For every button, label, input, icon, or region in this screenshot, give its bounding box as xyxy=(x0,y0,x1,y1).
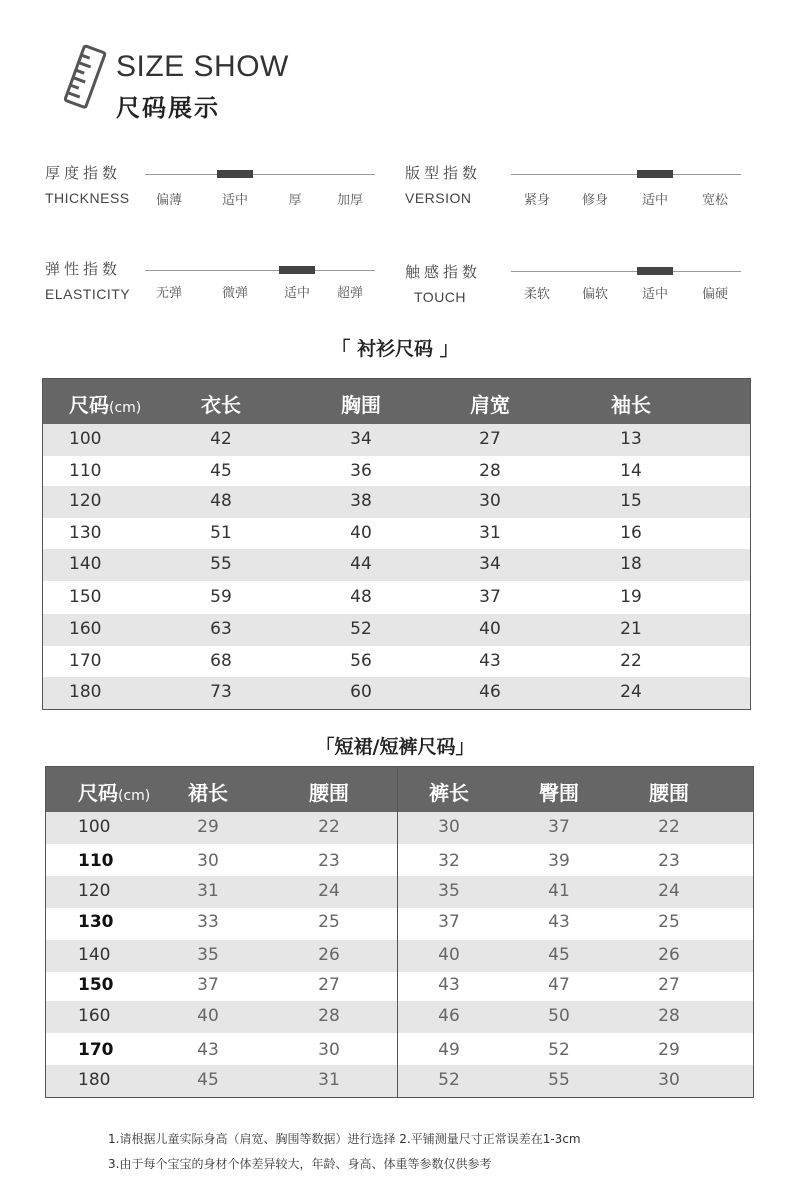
value-cell: 46 xyxy=(479,682,501,702)
value-cell: 45 xyxy=(210,461,232,481)
value-cell: 13 xyxy=(620,429,642,449)
table-row xyxy=(43,677,750,709)
size-cell: 100 xyxy=(69,429,102,449)
size-cell: 140 xyxy=(78,945,111,965)
table-header xyxy=(43,379,750,424)
value-cell: 25 xyxy=(658,912,680,932)
value-cell: 30 xyxy=(479,491,501,511)
value-cell: 43 xyxy=(438,975,460,995)
value-cell: 25 xyxy=(318,912,340,932)
value-cell: 40 xyxy=(438,945,460,965)
size-cell: 100 xyxy=(78,817,111,837)
value-cell: 14 xyxy=(620,461,642,481)
index-scale-label: 适中 xyxy=(283,286,311,301)
size-cell: 110 xyxy=(69,461,102,481)
table-row xyxy=(46,907,753,939)
value-cell: 24 xyxy=(620,682,642,702)
index-scale-label: 偏软 xyxy=(581,287,609,302)
table-row xyxy=(43,424,750,456)
header-size-label: 尺码 xyxy=(78,780,118,805)
value-cell: 52 xyxy=(350,619,372,639)
value-cell: 44 xyxy=(350,554,372,574)
value-cell: 43 xyxy=(197,1040,219,1060)
size-cell: 150 xyxy=(69,587,102,607)
index-selected-marker xyxy=(217,170,253,178)
table-row xyxy=(43,486,750,518)
index-scale-line xyxy=(511,271,741,272)
index-scale-label: 适中 xyxy=(641,193,669,208)
header-cell: 肩宽 xyxy=(470,392,510,417)
index-scale-line xyxy=(145,270,375,271)
table-row xyxy=(46,1001,753,1033)
value-cell: 19 xyxy=(620,587,642,607)
value-cell: 26 xyxy=(658,945,680,965)
index-selected-marker xyxy=(637,267,673,275)
value-cell: 30 xyxy=(197,851,219,871)
index-title-en: VERSION xyxy=(405,190,472,206)
value-cell: 30 xyxy=(318,1040,340,1060)
size-cell: 160 xyxy=(78,1006,111,1026)
value-cell: 40 xyxy=(479,619,501,639)
header-cell: 裙长 xyxy=(188,780,228,805)
size-cell: 180 xyxy=(78,1070,111,1090)
index-scale-line xyxy=(511,174,741,175)
index-title-cn: 触感指数 xyxy=(405,263,482,281)
header-cell: 腰围 xyxy=(649,780,689,805)
value-cell: 29 xyxy=(197,817,219,837)
index-title-en: ELASTICITY xyxy=(45,286,131,302)
table-row xyxy=(46,876,753,908)
table-row xyxy=(43,582,750,614)
index-scale-label: 偏薄 xyxy=(155,193,183,208)
header-cell: 袖长 xyxy=(611,392,651,417)
value-cell: 27 xyxy=(479,429,501,449)
value-cell: 73 xyxy=(210,682,232,702)
value-cell: 22 xyxy=(620,651,642,671)
header-size xyxy=(78,777,150,806)
size-cell: 170 xyxy=(78,1040,114,1060)
title-en: SIZE SHOW xyxy=(116,50,289,83)
header-cell: 衣长 xyxy=(201,392,241,417)
shirt-size-table xyxy=(42,378,751,710)
value-cell: 22 xyxy=(658,817,680,837)
value-cell: 37 xyxy=(438,912,460,932)
value-cell: 35 xyxy=(197,945,219,965)
value-cell: 18 xyxy=(620,554,642,574)
index-scale-label: 宽松 xyxy=(701,193,729,208)
table-row xyxy=(43,549,750,581)
table-row xyxy=(43,518,750,550)
index-scale-label: 无弹 xyxy=(155,286,183,301)
header-cell: 胸围 xyxy=(341,392,381,417)
table-row xyxy=(43,646,750,678)
title-cn: 尺码展示 xyxy=(116,94,220,122)
value-cell: 22 xyxy=(318,817,340,837)
value-cell: 26 xyxy=(318,945,340,965)
table-row xyxy=(46,1035,753,1067)
size-cell: 130 xyxy=(69,523,102,543)
value-cell: 37 xyxy=(197,975,219,995)
value-cell: 31 xyxy=(318,1070,340,1090)
index-scale-label: 微弹 xyxy=(221,286,249,301)
value-cell: 30 xyxy=(658,1070,680,1090)
value-cell: 28 xyxy=(658,1006,680,1026)
table-header xyxy=(46,767,753,812)
value-cell: 45 xyxy=(197,1070,219,1090)
table-row xyxy=(46,970,753,1002)
shirt-section-title: 「 衬衫尺码 」 xyxy=(331,338,459,360)
size-cell: 130 xyxy=(78,912,114,932)
table-row xyxy=(46,1065,753,1097)
value-cell: 33 xyxy=(197,912,219,932)
header-cell: 臀围 xyxy=(539,780,579,805)
index-selected-marker xyxy=(279,266,315,274)
value-cell: 56 xyxy=(350,651,372,671)
value-cell: 28 xyxy=(318,1006,340,1026)
shorts-size-table xyxy=(45,766,754,1098)
value-cell: 49 xyxy=(438,1040,460,1060)
value-cell: 60 xyxy=(350,682,372,702)
index-scale-line xyxy=(145,174,375,175)
value-cell: 68 xyxy=(210,651,232,671)
value-cell: 59 xyxy=(210,587,232,607)
value-cell: 37 xyxy=(479,587,501,607)
note-line-1: 1.请根据儿童实际身高（肩宽、胸围等数据）进行选择 2.平铺测量尺寸正常误差在1-3cm xyxy=(108,1132,581,1146)
value-cell: 24 xyxy=(658,881,680,901)
index-scale-label: 柔软 xyxy=(523,287,551,302)
value-cell: 34 xyxy=(350,429,372,449)
value-cell: 31 xyxy=(479,523,501,543)
size-cell: 120 xyxy=(69,491,102,511)
size-cell: 110 xyxy=(78,851,114,871)
header-cell: 裤长 xyxy=(429,780,469,805)
value-cell: 24 xyxy=(318,881,340,901)
ruler-icon xyxy=(56,44,116,110)
size-cell: 160 xyxy=(69,619,102,639)
table-row xyxy=(46,846,753,878)
index-scale-label: 适中 xyxy=(221,193,249,208)
table-row xyxy=(46,940,753,972)
value-cell: 34 xyxy=(479,554,501,574)
size-cell: 180 xyxy=(69,682,102,702)
index-title-cn: 弹性指数 xyxy=(45,260,122,278)
value-cell: 21 xyxy=(620,619,642,639)
value-cell: 52 xyxy=(548,1040,570,1060)
index-scale-label: 适中 xyxy=(641,287,669,302)
value-cell: 40 xyxy=(350,523,372,543)
index-selected-marker xyxy=(637,170,673,178)
value-cell: 63 xyxy=(210,619,232,639)
value-cell: 50 xyxy=(548,1006,570,1026)
value-cell: 30 xyxy=(438,817,460,837)
value-cell: 51 xyxy=(210,523,232,543)
table-row xyxy=(43,456,750,488)
value-cell: 38 xyxy=(350,491,372,511)
value-cell: 43 xyxy=(479,651,501,671)
value-cell: 31 xyxy=(197,881,219,901)
header-size xyxy=(69,389,141,418)
index-scale-label: 超弹 xyxy=(336,286,364,301)
table-row xyxy=(46,812,753,844)
value-cell: 36 xyxy=(350,461,372,481)
value-cell: 43 xyxy=(548,912,570,932)
value-cell: 32 xyxy=(438,851,460,871)
shorts-section-title: 「短裙/短裤尺码」 xyxy=(315,736,475,758)
value-cell: 52 xyxy=(438,1070,460,1090)
value-cell: 23 xyxy=(318,851,340,871)
index-title-cn: 厚度指数 xyxy=(45,164,122,182)
value-cell: 46 xyxy=(438,1006,460,1026)
value-cell: 29 xyxy=(658,1040,680,1060)
index-title-en: TOUCH xyxy=(414,289,467,305)
value-cell: 45 xyxy=(548,945,570,965)
value-cell: 48 xyxy=(210,491,232,511)
index-title-en: THICKNESS xyxy=(45,190,130,206)
value-cell: 48 xyxy=(350,587,372,607)
size-cell: 120 xyxy=(78,881,111,901)
value-cell: 27 xyxy=(658,975,680,995)
index-scale-label: 偏硬 xyxy=(701,287,729,302)
index-scale-label: 厚 xyxy=(288,193,302,208)
value-cell: 35 xyxy=(438,881,460,901)
index-scale-label: 加厚 xyxy=(336,193,364,208)
value-cell: 55 xyxy=(210,554,232,574)
header-size-label: 尺码 xyxy=(69,392,109,417)
value-cell: 23 xyxy=(658,851,680,871)
column-divider xyxy=(397,767,398,1097)
index-title-cn: 版型指数 xyxy=(405,164,482,182)
header-unit: (cm) xyxy=(109,399,142,416)
value-cell: 27 xyxy=(318,975,340,995)
note-line-2: 3.由于每个宝宝的身材个体差异较大，年龄、身高、体重等参数仅供参考 xyxy=(108,1157,492,1171)
value-cell: 42 xyxy=(210,429,232,449)
value-cell: 55 xyxy=(548,1070,570,1090)
value-cell: 39 xyxy=(548,851,570,871)
table-row xyxy=(43,614,750,646)
value-cell: 37 xyxy=(548,817,570,837)
value-cell: 16 xyxy=(620,523,642,543)
size-cell: 170 xyxy=(69,651,102,671)
header-cell: 腰围 xyxy=(309,780,349,805)
size-cell: 140 xyxy=(69,554,102,574)
value-cell: 28 xyxy=(479,461,501,481)
value-cell: 41 xyxy=(548,881,570,901)
value-cell: 40 xyxy=(197,1006,219,1026)
header-unit: (cm) xyxy=(118,787,151,804)
index-scale-label: 紧身 xyxy=(523,193,551,208)
index-scale-label: 修身 xyxy=(581,193,609,208)
value-cell: 47 xyxy=(548,975,570,995)
size-cell: 150 xyxy=(78,975,114,995)
value-cell: 15 xyxy=(620,491,642,511)
